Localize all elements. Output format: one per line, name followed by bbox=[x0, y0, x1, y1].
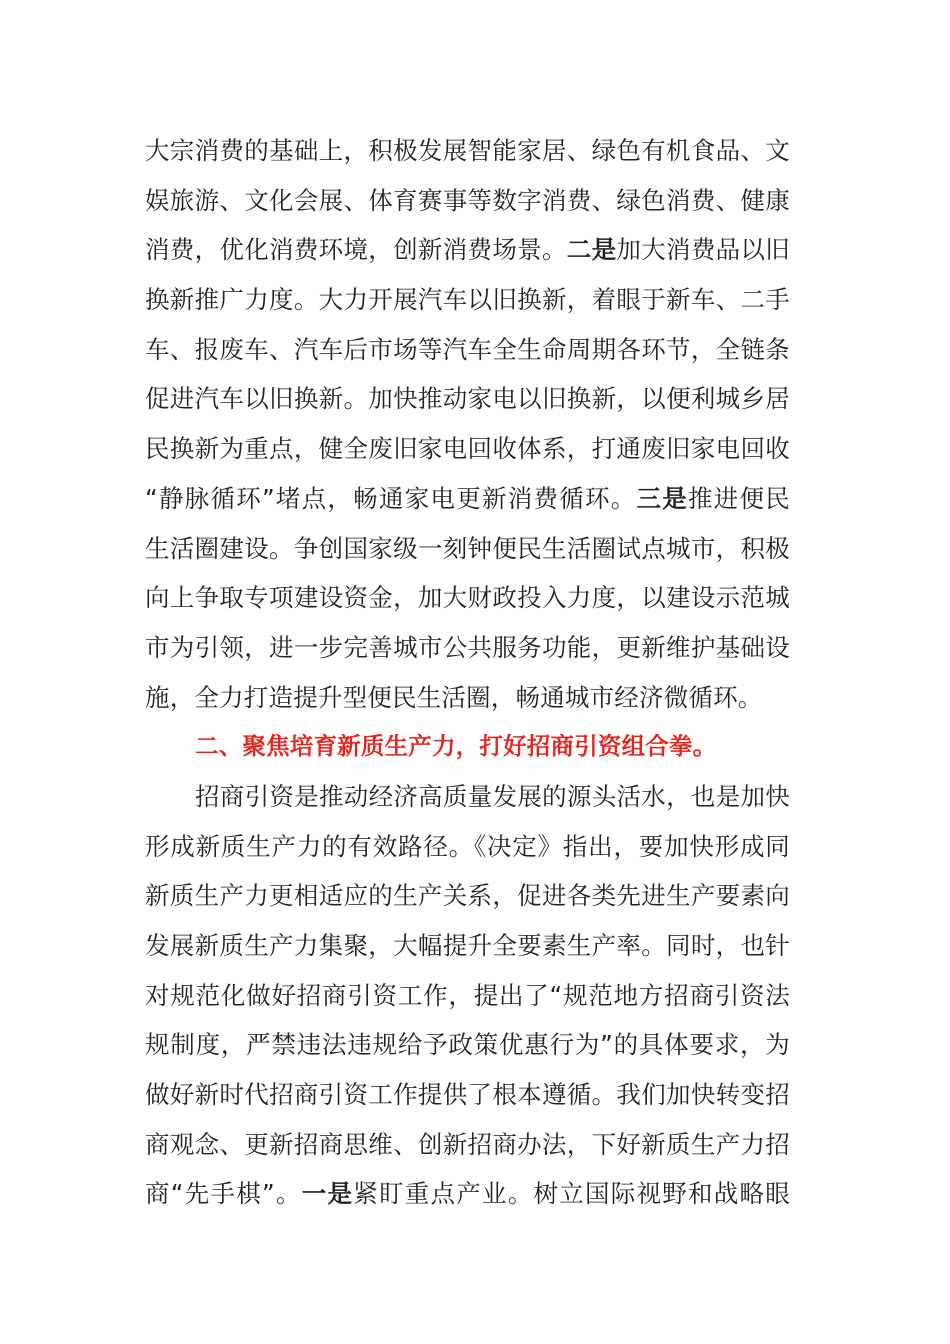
paragraph1-line1: 大宗消费的基础上，积极发展智能家居、绿色有机食品、文 bbox=[145, 136, 790, 165]
paragraph2-line5: 对规范化做好招商引资工作，提出了“规范地方招商引资法 bbox=[145, 980, 790, 1010]
paragraph2-line8: 商观念、更新招商思维、创新招商办法，下好新质生产力招 bbox=[145, 1129, 790, 1159]
paragraph1-line10: 向上争取专项建设资金，加大财政投入力度，以建设示范城 bbox=[145, 583, 790, 613]
paragraph1-line8-text-a: “静脉循环”堵点，畅通家电更新消费循环。 bbox=[145, 483, 637, 513]
paragraph1-line8-text-c: 推进便民 bbox=[688, 483, 790, 513]
paragraph1-line4: 换新推广力度。大力开展汽车以旧换新，着眼于新车、二手 bbox=[145, 285, 790, 315]
paragraph1-line12: 施，全力打造提升型便民生活圈，畅通城市经济微循环。 bbox=[145, 682, 763, 712]
paragraph1-line9: 生活圈建设。争创国家级一刻钟便民生活圈试点城市，积极 bbox=[145, 533, 790, 563]
paragraph1-line6: 促进汽车以旧换新。加快推动家电以旧换新，以便利城乡居 bbox=[145, 384, 790, 414]
paragraph2-line3: 新质生产力更相适应的生产关系，促进各类先进生产要素向 bbox=[145, 881, 790, 911]
paragraph2-line9-text-c: 紧盯重点产业。树立国际视野和战略眼 bbox=[353, 1179, 790, 1209]
paragraph1-line11: 市为引领，进一步完善城市公共服务功能，更新维护基础设 bbox=[145, 632, 790, 662]
paragraph2-line4: 发展新质生产力集聚，大幅提升全要素生产率。同时，也针 bbox=[145, 931, 790, 960]
paragraph2-line1: 招商引资是推动经济高质量发展的源头活水，也是加快 bbox=[195, 781, 790, 811]
paragraph2-line2: 形成新质生产力的有效路径。《决定》指出，要加快形成同 bbox=[145, 831, 790, 861]
bold-marker-er-shi: 二是 bbox=[566, 235, 617, 265]
paragraph2-line7: 做好新时代招商引资工作提供了根本遵循。我们加快转变招 bbox=[145, 1080, 790, 1110]
paragraph1-line2: 娱旅游、文化会展、体育赛事等数字消费、绿色消费、健康 bbox=[145, 185, 790, 215]
paragraph2-line9 bbox=[145, 1169, 790, 1219]
bold-marker-san-shi: 三是 bbox=[636, 483, 689, 513]
section-heading: 二、聚焦培育新质生产力，打好招商引资组合拳。 bbox=[195, 732, 717, 761]
paragraph1-line5: 车、报废车、汽车后市场等汽车全生命周期各环节，全链条 bbox=[145, 334, 790, 364]
paragraph2-line9-text-a: 商“先手棋”。 bbox=[145, 1179, 302, 1209]
paragraph1-line3-text-a: 消费，优化消费环境，创新消费场景。 bbox=[145, 235, 567, 265]
document-page bbox=[145, 126, 790, 1219]
paragraph1-line7: 民换新为重点，健全废旧家电回收体系，打通废旧家电回收 bbox=[145, 434, 790, 464]
paragraph1-line8 bbox=[145, 474, 790, 524]
paragraph1-line3 bbox=[145, 225, 790, 275]
paragraph2-line6: 规制度，严禁违法违规给予政策优惠行为”的具体要求，为 bbox=[145, 1030, 790, 1060]
bold-marker-yi-shi: 一是 bbox=[301, 1179, 354, 1209]
paragraph1-line3-text-c: 加大消费品以旧 bbox=[616, 235, 790, 265]
